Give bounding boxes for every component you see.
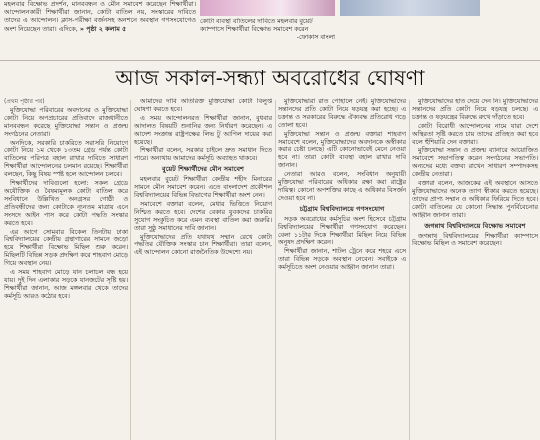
- news-photo-buet: [200, 0, 335, 16]
- continued-flag: (প্রথম পৃষ্ঠার পর): [4, 98, 45, 105]
- photo-caption-text: কোটা ব্যবস্থা বাতিলের দাবিতে মহলবার বুয়েট ক্যাম্পাসে শিক্ষার্থীরা বিক্ষোভ সমাবেশ করেন: [200, 18, 313, 33]
- news-photo-2: [340, 0, 480, 16]
- divider: [0, 60, 540, 61]
- paragraph: এ সময় শাহবাগ মোড়ে যান চলাচল বন্ধ হয়ে যায়। দুই দিন এলাকার সড়কে যানজটের সৃষ্টি হয়। শিক্ষার্থীরা জানান, আজ মঙ্গলবার থেকে তাদের কর্মসূচি আরও কঠোর হবে।: [4, 269, 128, 300]
- paragraph: আমাদের দাবি অতিরিক্ত মুক্তিযোদ্ধা কোটা বিলুপ্ত ঘোষণা করতে হবে।: [134, 98, 272, 113]
- top-story-text: মহলবার বিক্ষোভ প্রদর্শন, মানববন্ধন ও মৌন সমাবেশ করেছেন শিক্ষার্থীরা। আন্দোলনকারী শিক্ষার্থীরা জানান, কোটা বাতিল নয়, সংস্কারের দাবিতে তাদের এ আন্দোলন। ক্লাস-পরীক্ষা বর্জনসহ অনশনে অবস্থান গণসংযোগেও অংশ নিয়েছেন তারা। এদিকে,: [4, 0, 196, 33]
- paragraph: শিক্ষার্থীরা জানান, শাটল ট্রেনে করে শহরে এসে তারা বিভিন্ন সড়কে অবস্থান নেবেন। সবাইকে এ কর্মসূচিতে অংশ নেওয়ার আহ্বান জানান তারা।: [278, 248, 406, 272]
- paragraph: জগন্নাথ বিশ্ববিদ্যালয়ের শিক্ষার্থীরা ক্যাম্পাসে বিক্ষোভ মিছিল ও সমাবেশ করেছেন।: [412, 232, 538, 248]
- article-column-1: [4, 98, 128, 440]
- paragraph: শিক্ষার্থীদের দাবিগুলো হলো: সকল গ্রেডে অযৌক্তিক ও বৈষম্যমূলক কোটা বাতিল করে সংবিধানে উল্লিখিত অনগ্রসর গোষ্ঠী ও প্রতিবন্ধীদের জন্য কোটাকে ন্যূনতম মাত্রায় এনে সংসদে আইন পাস করে কোটা পদ্ধতি সংস্কার করতে হবে।: [4, 180, 128, 227]
- continuation-ref[interactable]: » পৃষ্ঠা ২ কলাম ৫: [79, 24, 127, 33]
- headline: আজ সকাল-সন্ধ্যা অবরোধের ঘোষণা: [115, 66, 425, 90]
- photo-caption: [200, 18, 335, 44]
- paragraph: মুক্তিযোদ্ধা সন্তান ও প্রজন্ম ব্যানারে আয়োজিত সমাবেশে সভাপতিত্ব করেন সংগঠনের সভাপতি। অন্যদের মধ্যে বক্তব্য রাখেন সাধারণ সম্পাদকসহ কেন্দ্রীয় নেতারা।: [412, 147, 538, 179]
- paragraph: এ সময় আন্দোলনরত শিক্ষার্থীরা জানান, বুধবার আদালত বিষয়টি শুনানির জন্য নির্ধারণ করেছেন। এ আদেশ সংক্রান্ত রাষ্ট্রপক্ষের লিভ টু আপিল দায়ের করা হয়েছে।: [134, 114, 272, 146]
- subheading: জগন্নাথ বিশ্ববিদ্যালয়ে বিক্ষোভ সমাবেশ: [424, 221, 526, 230]
- paragraph: অনদিকে, সরকারি চাকরিতে সরাসরি নিয়োগে কোটা নিয়ে ১ম থেকে ১৩তম গ্রেড পর্যন্ত কোটা বাতিলের পরিপত্র বহাল রাখার দাবিতে সাধারণ শিক্ষার্থীরা আন্দোলনের চলমান রয়েছে। শিক্ষার্থীরা বলছেন, কিছু বিষয় স্পষ্ট হলে আন্দোলন চলবে।: [4, 139, 128, 179]
- paragraph: মুক্তিযোদ্ধা পরিবারের অবদানের ও মুক্তিযোদ্ধা কোটা নিয়ে অপপ্রচারের প্রতিবাদে রাজধানীতে মানববন্ধন করেছে মুক্তিযোদ্ধা সন্তান ও প্রজন্ম সংগঠনের নেতারা।: [4, 106, 128, 138]
- paragraph: সড়ক অবরোধের কর্মসূচির অংশ হিসেবে চট্টগ্রাম বিশ্ববিদ্যালয়ের শিক্ষার্থীরা গণসংযোগ করেছেন। বেলা ১১টার দিকে শিক্ষার্থীরা মিছিল নিয়ে বিভিন্ন অনুষদ প্রদক্ষিণ করেন।: [278, 215, 406, 247]
- paragraph: নেতারা আরও বলেন, সংবিধান অনুযায়ী মুক্তিযোদ্ধা পরিবারের অধিকার রক্ষা করা রাষ্ট্রের দায়িত্ব। কোনো অপশক্তির কাছে এ অধিকার বিসর্জন দেওয়া হবে না।: [278, 171, 406, 202]
- paragraph: মুক্তিযোদ্ধা সন্তান ও প্রজন্ম বক্তারা শাহবাগ সমাবেশে বলেন, মুক্তিযোদ্ধাদের অবদানকে অস্বীকার করার চেষ্টা চলছে। এটি কোনোভাবেই মেনে নেওয়া হবে না। তারা কোটা ব্যবস্থা বহাল রাখার দাবি জানান।: [278, 130, 406, 170]
- paragraph: কোটা বিরোধী আন্দোলনের নামে যারা দেশে অস্থিরতা সৃষ্টি করতে চায় তাদের প্রতিহত করা হবে বলে হুঁশিয়ারি দেন বক্তারা।: [412, 122, 538, 146]
- column-divider: [409, 100, 410, 440]
- photo-caption-2: [340, 18, 536, 44]
- article-column-2: [134, 98, 272, 440]
- column-divider: [130, 100, 131, 440]
- article-column-3: [278, 98, 406, 440]
- paragraph: মুক্তিযোদ্ধারা রাত পোহালে নেই। মুক্তিযোদ্ধাদের সন্তানদের প্রতি কোটা নিয়ে ষড়যন্ত্র করা হচ্ছে। এ চক্রান্ত ও সরকারের বিরুদ্ধে ঐক্যবদ্ধ প্রতিরোধ গড়ে তোলা হবে।: [278, 98, 406, 129]
- paragraph: বক্তারা বলেন, আজকের এই অবস্থানে আসতে মুক্তিযোদ্ধাদের অনেক ত্যাগ স্বীকার করতে হয়েছে। তাদের প্রাপ্য সম্মান ও অধিকার ফিরিয়ে দিতে হবে। কোটা বাতিলের যে কোনো সিদ্ধান্ত পুনর্বিবেচনার আহ্বান জানান তারা।: [412, 180, 538, 219]
- top-story: [4, 0, 196, 62]
- article-column-4: [412, 98, 538, 440]
- paragraph: এর আগে সোমবার বিকেল তিনটায় ঢাকা বিশ্ববিদ্যালয়ের কেন্দ্রীয় গ্রন্থাগারের সামনে জড়ো হয়ে শিক্ষার্থীরা বিক্ষোভ মিছিল শুরু করেন। মিছিলটি বিভিন্ন সড়ক প্রদক্ষিণ করে শাহবাগ মোড়ে গিয়ে অবস্থান নেয়।: [4, 228, 128, 268]
- column-divider: [275, 100, 276, 440]
- paragraph: মুক্তিযোদ্ধাদের প্রতি যথাযথ সম্মান রেখে কোটা পদ্ধতির যৌক্তিক সংস্কার চান শিক্ষার্থীরা। তারা বলেন, এই আন্দোলন কোনো রাজনৈতিক উদ্দেশ্যে নয়।: [134, 233, 272, 257]
- paragraph: মহলবার বুয়েট শিক্ষার্থীরা কেন্দ্রীয় শহীদ মিনারের সামনে মৌন সমাবেশ করেন। এতে বাংলাদেশ প্রকৌশল বিশ্ববিদ্যালয়ের বিভিন্ন বিভাগের শিক্ষার্থীরা অংশ নেন।: [134, 176, 272, 199]
- photo-credit: -ফোকাস বাংলা: [296, 34, 335, 41]
- subheading: বুয়েট শিক্ষার্থীদের মৌন সমাবেশ: [162, 165, 244, 174]
- paragraph: মুক্তিযোদ্ধাদের হাত দেয়ে দেন নি। মুক্তিযোদ্ধাদের সন্তানদের প্রতি কোটা নিয়ে ষড়যন্ত্র চলছে। এ চক্রান্ত ও ষড়যন্ত্রের বিরুদ্ধে রুখে দাঁড়াতে হবে।: [412, 98, 538, 121]
- paragraph: সমাবেশে বক্তারা বলেন, মেধার ভিত্তিতে নিয়োগ নিশ্চিত করতে হবে। দেশের বেকার যুবকদের চাকরির সুযোগ সংকুচিত করে এমন ব্যবস্থা বাতিল করা জরুরি। তারা সুষ্ঠু সমাধানের দাবি জানান।: [134, 200, 272, 232]
- paragraph: শিক্ষার্থীরা বলেন, সরকার চাইলে দ্রুত সমাধান দিতে পারে। অন্যথায় আমাদের কর্মসূচি অব্যাহত থাকবে।: [134, 147, 272, 163]
- subheading: চট্টগ্রাম বিশ্ববিদ্যালয়ে গণসংযোগ: [299, 204, 385, 213]
